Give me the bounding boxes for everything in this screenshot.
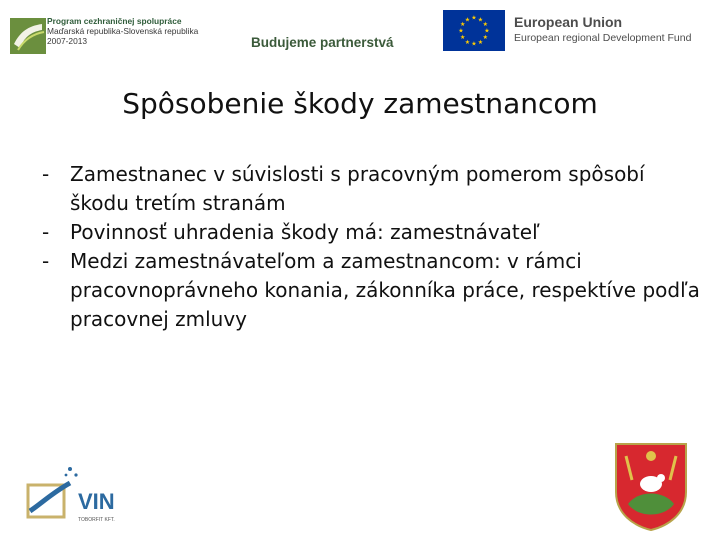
eu-star-icon: ★ [471,40,477,48]
program-line-1: Program cezhraničnej spolupráce [47,16,182,26]
vin-logo-icon [26,463,146,527]
program-logo-icon [8,14,52,58]
eu-star-icon: ★ [460,21,466,29]
eu-star-icon: ★ [482,34,488,42]
eu-label [514,13,691,45]
eu-star-icon: ★ [482,21,488,29]
program-line-3: 2007-2013 [47,36,88,46]
bullet-dash: - [42,220,50,244]
header-logos [0,0,720,62]
eu-flag-icon [443,10,505,51]
program-title [47,16,198,46]
program-line-2: Maďarská republika-Slovenská republika [47,26,199,36]
eu-star-icon: ★ [477,38,484,46]
eu-star-icon: ★ [464,16,471,24]
eu-star-icon: ★ [471,14,477,22]
eu-star-icon: ★ [460,34,466,42]
eu-star-icon: ★ [477,16,484,24]
bullet-text: Povinnosť uhradenia škody má: zamestnávateľ [70,220,540,244]
slide-title: Spôsobenie škody zamestnancom [122,87,598,120]
svg-text:TOBORFIT KFT.: TOBORFIT KFT. [78,517,115,523]
eu-subtitle: European regional Development Fund [514,32,692,44]
eu-star-icon: ★ [458,27,464,35]
svg-text:VIN: VIN [78,489,115,514]
eu-star-icon: ★ [464,38,471,46]
bullet-dash: - [42,249,50,273]
bullet-text: Zamestnanec v súvislosti s pracovným pomerom spôsobí škodu tretím stranám [70,162,645,215]
eu-star-icon: ★ [484,27,490,35]
bullet-list [42,160,702,334]
motto-text: Budujeme partnerstvá [251,35,394,50]
bullet-item [42,247,702,334]
coat-of-arms-icon [612,440,690,532]
bullet-dash: - [42,162,50,186]
bullet-text: Medzi zamestnávateľom a zamestnancom: v rámci pracovnoprávneho konania, zákonníka práce, respektíve podľa pracovnej zmluvy [70,249,700,331]
bullet-item [42,218,702,247]
bullet-item [42,160,702,218]
eu-title: European Union [514,14,623,30]
